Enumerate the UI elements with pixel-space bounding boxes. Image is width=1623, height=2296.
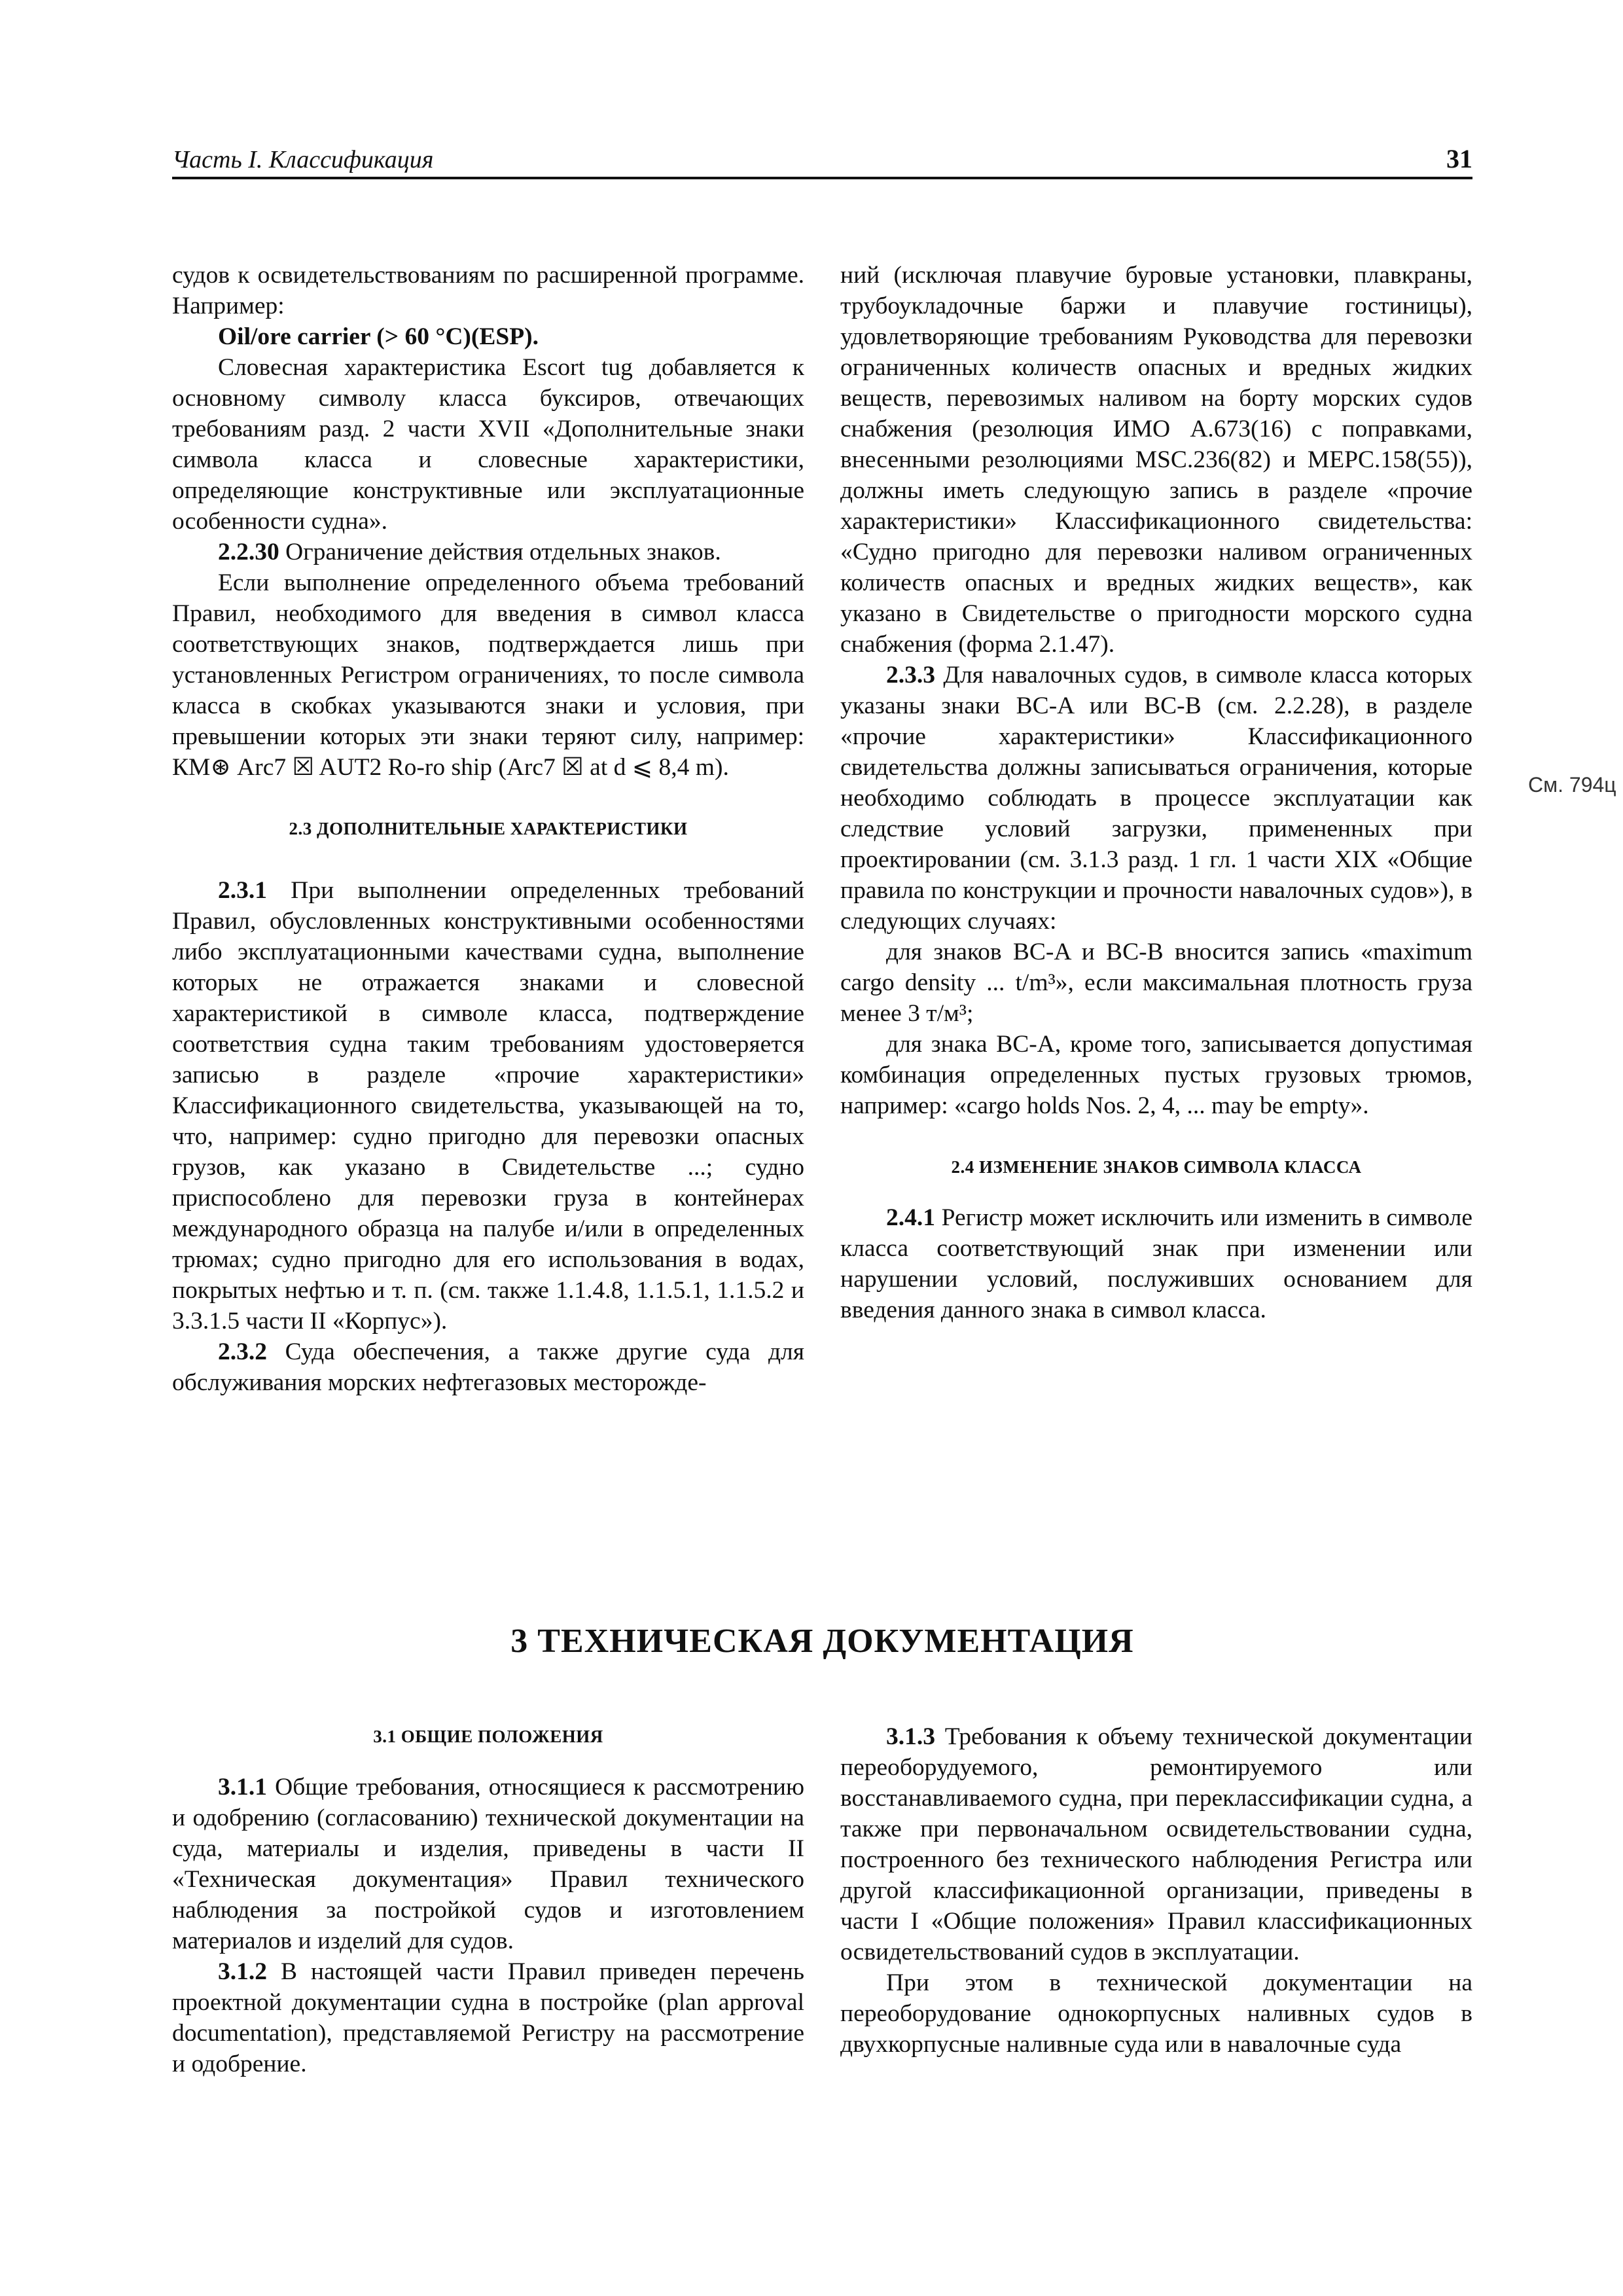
section-heading-2-4: 2.4 ИЗМЕНЕНИЕ ЗНАКОВ СИМВОЛА КЛАССА [951,1157,1362,1177]
clause-3-1-2 [172,1956,804,2079]
clause-number: 2.3.2 [218,1338,267,1365]
clause-text: Суда обеспечения, а также другие суда для обслуживания морских нефтегазовых месторожде- [172,1338,804,1396]
clause-3-1-1 [172,1772,804,1956]
section-heading-3-1: 3.1 ОБЩИЕ ПОЛОЖЕНИЯ [373,1727,603,1746]
margin-note: См. 794ц [1528,773,1616,797]
chapter3-left-column [172,1721,804,2079]
running-header [172,145,1472,179]
clause-text: Общие требования, относящиеся к рассмотрению и одобрению (согласованию) технической документации на суда, материалы и изделия, приведены в части II «Техническая документация» Правил технического наблюдения за постройкой судов и изготовлением материалов и изделий для судов. [172,1774,804,1954]
paragraph: для знаков BC-A и BC-B вносится запись «maximum cargo density ... t/m³», если максимальная плотность груза менее 3 т/м³; [840,939,1472,1027]
clause-number: 3.1.3 [886,1723,935,1750]
paragraph: Если выполнение определенного объема требований Правил, необходимого для введения в символ класса соответствующих знаков, подтверждается лишь при установленных Регистром ограничениях, то после символа класса в скобках указываются знаки и условия, при превышении которых эти знаки теряют силу, например: КМ⊛ Arc7 ☒ AUT2 Ro-ro ship (Arc7 ☒ at d ⩽ 8,4 m). [172,569,804,781]
header-rule [172,177,1472,179]
paragraph: Словесная характеристика Escort tug добавляется к основному символу класса буксиров, отвечающих требованиям разд. 2 части XVII «Дополнительные знаки символа класса и словесные характеристики, определяющие конструктивные или эксплуатационные особенности судна». [172,354,804,535]
clause-2-3-1 [172,875,804,1336]
page-number: 31 [1446,144,1472,173]
clause-number: 2.4.1 [886,1204,935,1231]
running-title: Часть I. Классификация [172,146,434,173]
clause-text: Требования к объему технической документации переоборудуемого, ремонтируемого или восстанавливаемого судна, при переклассификации судна, а также при первоначальном освидетельствовании судна, построенного без технического наблюдения Регистра или другой классификационной организации, приведены в части I «Общие положения» Правил классификационных освидетельствований судов в эксплуатации. [840,1723,1472,1965]
section2-right-column [840,260,1472,1325]
clause-2-2-30 [172,537,804,567]
paragraph: для знака BC-A, кроме того, записывается допустимая комбинация определенных пустых грузовых трюмов, например: «cargo holds Nos. 2, 4, ... may be empty». [840,1031,1472,1119]
clause-3-1-3 [840,1721,1472,1967]
paragraph: судов к освидетельствованиям по расширенной программе. Например: [172,262,804,319]
clause-number: 3.1.2 [218,1958,267,1985]
clause-number: 2.2.30 [218,539,279,565]
chapter3-right-column [840,1721,1472,2060]
clause-2-3-3 [840,660,1472,937]
clause-text: В настоящей части Правил приведен перечень проектной документации судна в постройке (plan approval documentation), представляемой Регистру на рассмотрение и одобрение. [172,1958,804,2077]
clause-number: 2.3.3 [886,662,935,689]
clause-number: 3.1.1 [218,1774,267,1801]
section2-left-column [172,260,804,1398]
clause-text: Ограничение действия отдельных знаков. [279,539,721,565]
clause-number: 2.3.1 [218,877,267,904]
section-heading-2-3: 2.3 ДОПОЛНИТЕЛЬНЫЕ ХАРАКТЕРИСТИКИ [289,819,688,838]
chapter-title: 3 ТЕХНИЧЕСКАЯ ДОКУМЕНТАЦИЯ [510,1623,1134,1660]
clause-2-4-1 [840,1202,1472,1325]
paragraph: ний (исключая плавучие буровые установки, плавкраны, трубоукладочные баржи и плавучие гостиницы), удовлетворяющие требованиям Руководства для перевозки ограниченных количеств опасных и вредных жидких веществ, перевозимых наливом на борту морских судов снабжения (резолюция ИМО A.673(16) с поправками, внесенными резолюциями MSC.236(82) и MEPC.158(55)), должны иметь следующую запись в разделе «прочие характеристики» Классификационного свидетельства: «Судно пригодно для перевозки наливом ограниченных количеств опасных и вредных жидких веществ», как указано в Свидетельстве о пригодности морского судна снабжения (форма 2.1.47). [840,262,1472,658]
clause-2-3-2 [172,1336,804,1398]
paragraph: Oil/ore carrier (> 60 °C)(ESP). [218,323,539,350]
clause-text: При выполнении определенных требований Правил, обусловленных конструктивными особенностями либо эксплуатационными качествами судна, выполнение которых не отражается знаками и словесной характеристикой в символе класса, подтверждение соответствия судна таким требованиям удостоверяется записью в разделе «прочие характеристики» Классификационного свидетельства, указывающей на то, что, например: судно пригодно для перевозки опасных грузов, как указано в Свидетельстве ...; судно приспособлено для перевозки груза в контейнерах международного образца на палубе и/или в определенных трюмах; судно пригодно для его использования в водах, покрытых нефтью и т. п. (см. также 1.1.4.8, 1.1.5.1, 1.1.5.2 и 3.3.1.5 части II «Корпус»). [172,877,804,1335]
paragraph: При этом в технической документации на переоборудование однокорпусных наливных судов в двухкорпусные наливные суда или в навалочные суда [840,1969,1472,2058]
clause-text: Для навалочных судов, в символе класса которых указаны знаки BC-A или BC-B (см. 2.2.28), в разделе «прочие характеристики» Классификационного свидетельства должны записываться ограничения, которые необходимо соблюдать в процессе эксплуатации как следствие условий загрузки, примененных при проектировании (см. 3.1.3 разд. 1 гл. 1 части XIX «Общие правила по конструкции и прочности навалочных судов»), в следующих случаях: [840,662,1472,935]
clause-text: Регистр может исключить или изменить в символе класса соответствующий знак при изменении или нарушении условий, послуживших основанием для введения данного знака в символ класса. [840,1204,1472,1323]
